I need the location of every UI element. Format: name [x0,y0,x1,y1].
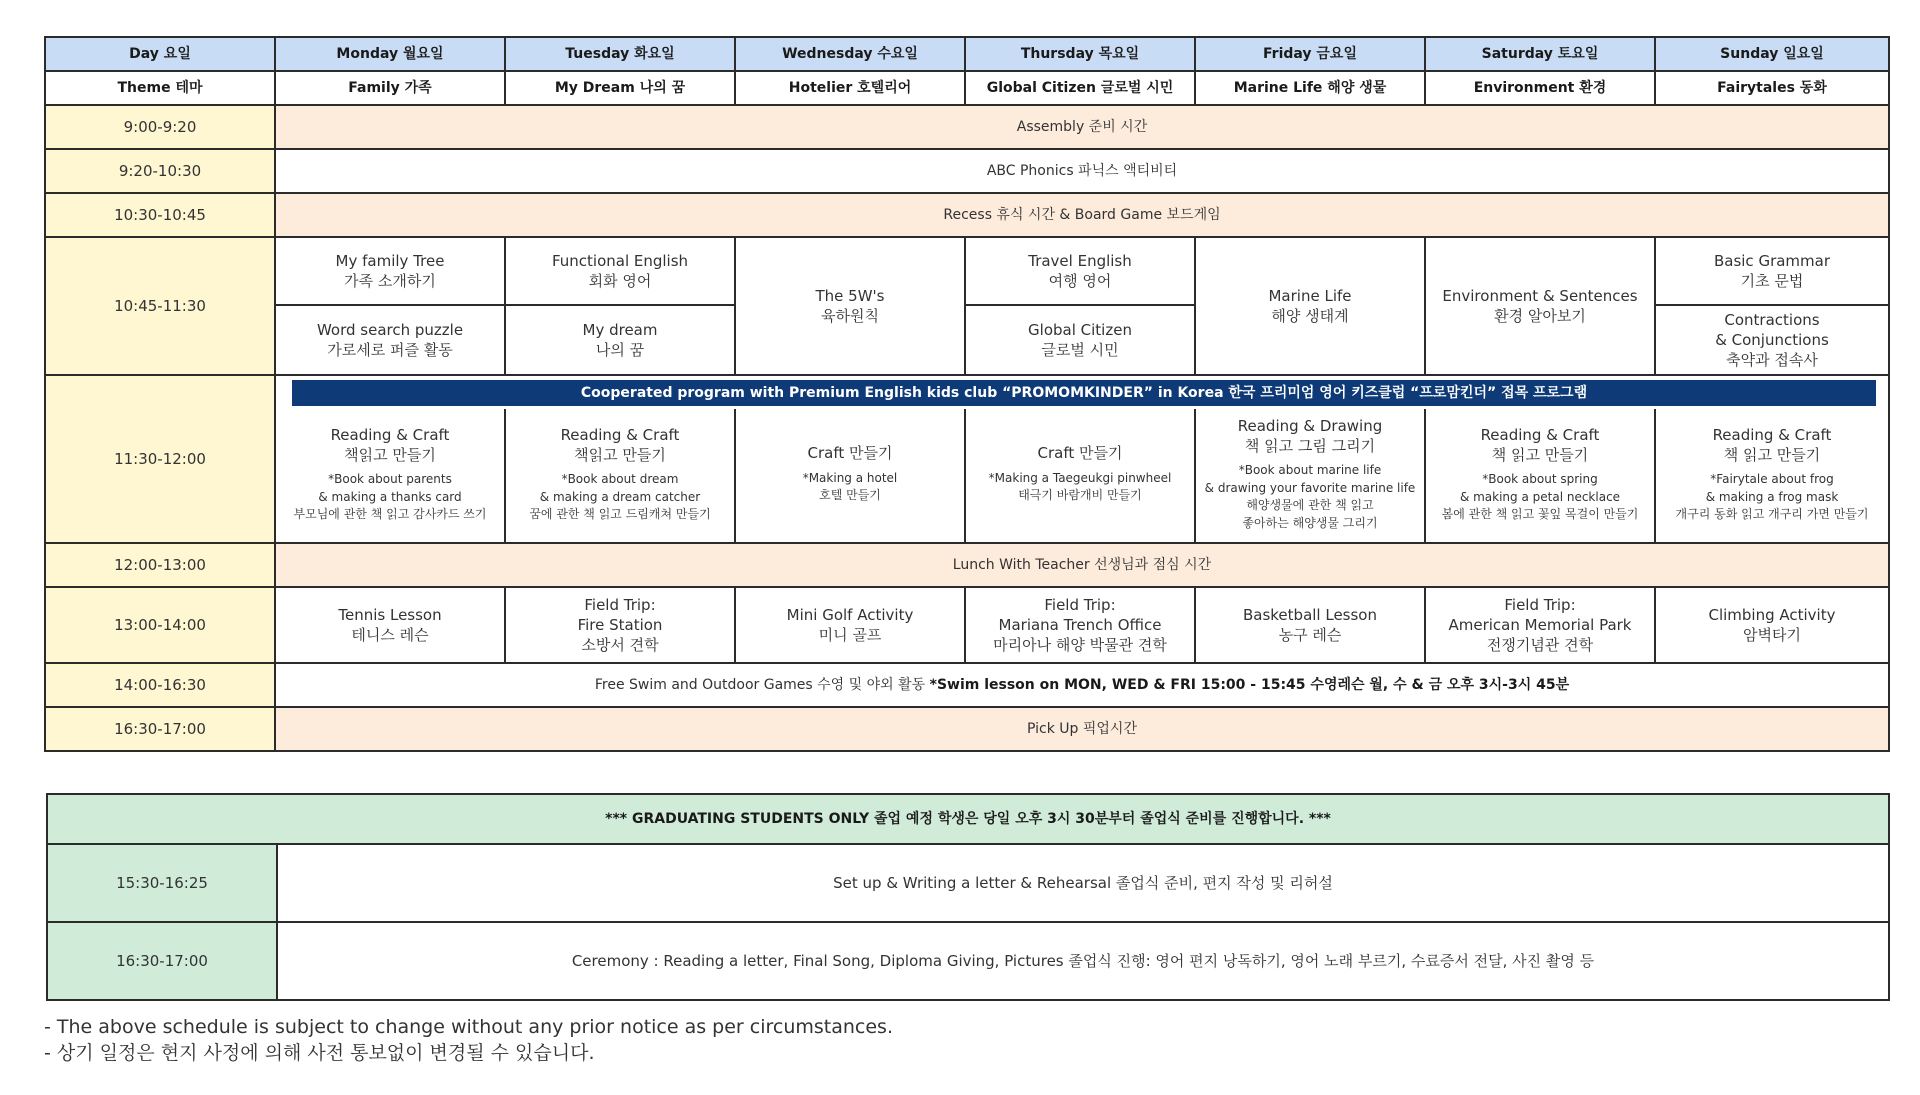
theme-monday: Family 가족 [275,71,505,105]
swim-cell [275,663,1889,707]
activity-line: 미니 골프 [818,626,882,644]
craft-title: Craft 만들기 [1037,444,1123,463]
craft-note: *Making a Taegeukgi pinwheel [988,470,1172,485]
activity-line: 암벽타기 [1743,626,1801,644]
craft-note: 호텔 만들기 [819,488,881,503]
graduation-row [47,844,1889,922]
assembly-row [45,105,1889,149]
disclaimer-notes [44,1014,893,1066]
craft-title: Reading & Craft [330,425,450,444]
disclaimer-korean: - 상기 일정은 현지 사정에 의해 사전 통보없이 변경될 수 있습니다. [44,1042,595,1064]
activity-line: Marine Life [1268,286,1352,305]
activity-line: & Conjunctions [1715,330,1829,349]
day-saturday: Saturday 토요일 [1425,37,1655,71]
recess-cell: Recess 휴식 시간 & Board Game 보드게임 [275,193,1889,237]
time-cell: 10:30-10:45 [45,193,275,237]
craft-title: 책읽고 만들기 [574,445,666,464]
weekly-schedule-table [44,36,1890,752]
time-cell: 11:30-12:00 [45,375,275,543]
theme-friday: Marine Life 해양 생물 [1195,71,1425,105]
craft-note: 개구리 동화 읽고 개구리 가면 만들기 [1675,506,1869,521]
craft-title: 책 읽고 만들기 [1723,445,1821,464]
activity-line: Field Trip: [1504,595,1576,614]
craft-note: 꿈에 관한 책 읽고 드림캐쳐 만들기 [529,506,711,521]
craft-note: & drawing your favorite marine life [1204,480,1416,495]
activity-line: 해양 생태계 [1271,307,1349,325]
activity-line: Functional English [551,251,689,270]
afternoon-cell-monday [275,587,505,663]
day-monday: Monday 월요일 [275,37,505,71]
activity-line: Environment & Sentences [1442,286,1638,305]
activity-line: 농구 레슨 [1278,626,1342,644]
craft-note: & making a dream catcher [539,489,701,504]
craft-cell-thursday [965,409,1195,543]
activity-cell-monday-a [275,237,505,305]
activity-line: Mariana Trench Office [998,615,1162,634]
theme-thursday: Global Citizen 글로벌 시민 [965,71,1195,105]
activity-line: Tennis Lesson [338,605,442,624]
craft-title: Craft 만들기 [807,444,893,463]
activity-line: 육하원칙 [821,307,879,325]
swim-row [45,663,1889,707]
graduation-time: 16:30-17:00 [47,922,277,1000]
craft-title: 책 읽고 그림 그리기 [1244,437,1376,456]
graduation-row [47,922,1889,1000]
craft-note: *Book about dream [561,472,679,487]
craft-title: 책읽고 만들기 [344,445,436,464]
afternoon-cell-saturday [1425,587,1655,663]
craft-note: & making a petal necklace [1459,489,1621,504]
graduation-title-row [47,794,1889,844]
activity-cell-thursday-b [965,305,1195,375]
time-cell: 9:20-10:30 [45,149,275,193]
graduation-table [46,793,1890,1001]
recess-row [45,193,1889,237]
activity-cell-sunday-a [1655,237,1889,305]
activity-cell-friday [1195,237,1425,375]
craft-note: 태극기 바람개비 만들기 [1018,488,1142,503]
craft-note: 부모님에 관한 책 읽고 감사카드 쓰기 [293,506,487,521]
craft-cell-wednesday [735,409,965,543]
banner-cell [275,375,1889,409]
activity-line: 글로벌 시민 [1041,341,1119,359]
craft-title: Reading & Craft [560,425,680,444]
activity-line: 전쟁기념관 견학 [1486,636,1594,655]
banner-row [45,375,1889,409]
craft-cell-monday [275,409,505,543]
activity-line: Basketball Lesson [1242,605,1377,624]
craft-note: & making a thanks card [318,489,462,504]
activity-line: Fire Station [577,615,663,634]
craft-note: *Book about parents [328,472,452,487]
phonics-cell: ABC Phonics 파닉스 액티비티 [275,149,1889,193]
activity-line: 기초 문법 [1740,272,1804,290]
craft-note: & making a frog mask [1705,489,1839,504]
craft-title: 책 읽고 만들기 [1491,445,1589,464]
pickup-cell: Pick Up 픽업시간 [275,707,1889,751]
afternoon-cell-friday [1195,587,1425,663]
activity-line: 가로세로 퍼즐 활동 [327,341,453,359]
day-wednesday: Wednesday 수요일 [735,37,965,71]
lunch-cell: Lunch With Teacher 선생님과 점심 시간 [275,543,1889,587]
activity-cell-sunday-b [1655,305,1889,375]
activity-line: 회화 영어 [588,272,652,290]
activity-cell-saturday [1425,237,1655,375]
day-header-row [45,37,1889,71]
activity-line: Word search puzzle [316,320,464,339]
afternoon-cell-tuesday [505,587,735,663]
afternoon-activity-row [45,587,1889,663]
day-thursday: Thursday 목요일 [965,37,1195,71]
activity-line: 환경 알아보기 [1494,307,1586,325]
pickup-row [45,707,1889,751]
activity-line: American Memorial Park [1448,615,1632,634]
promomkinder-banner: Cooperated program with Premium English kids club “PROMOMKINDER” in Korea 한국 프리미엄 영어 키즈클럽 “프로맘킨더” 접목 프로그램 [292,380,1876,406]
activity-line: Field Trip: [1044,595,1116,614]
activity-line: My dream [582,320,658,339]
activity-line: 나의 꿈 [595,341,645,359]
time-cell: 12:00-13:00 [45,543,275,587]
craft-title: Reading & Craft [1480,425,1600,444]
activity-line: Field Trip: [584,595,656,614]
theme-tuesday: My Dream 나의 꿈 [505,71,735,105]
afternoon-cell-wednesday [735,587,965,663]
lunch-row [45,543,1889,587]
time-cell: 16:30-17:00 [45,707,275,751]
activity-line: Contractions [1724,310,1820,329]
activity-line: Climbing Activity [1708,605,1836,624]
time-cell: 14:00-16:30 [45,663,275,707]
activity-line: 축약과 접속사 [1726,351,1818,370]
craft-note: *Making a hotel [802,470,898,485]
time-cell: 13:00-14:00 [45,587,275,663]
time-cell: 9:00-9:20 [45,105,275,149]
activity-line: My family Tree [335,251,445,270]
day-friday: Friday 금요일 [1195,37,1425,71]
graduation-activity: Ceremony : Reading a letter, Final Song, Diploma Giving, Pictures 졸업식 진행: 영어 편지 낭독하기, 영어 노래 부르기, 수료증서 전달, 사진 촬영 등 [277,922,1889,1000]
graduation-activity: Set up & Writing a letter & Rehearsal 졸업식 준비, 편지 작성 및 리허설 [277,844,1889,922]
activity-line: 마리아나 해양 박물관 견학 [993,636,1167,655]
activity-cell-tuesday-b [505,305,735,375]
craft-row [45,409,1889,543]
day-label: Day 요일 [45,37,275,71]
afternoon-cell-thursday [965,587,1195,663]
craft-note: 봄에 관한 책 읽고 꽃잎 목걸이 만들기 [1441,506,1639,521]
craft-cell-sunday [1655,409,1889,543]
phonics-row [45,149,1889,193]
craft-note: *Book about marine life [1238,463,1382,478]
theme-saturday: Environment 환경 [1425,71,1655,105]
craft-cell-friday [1195,409,1425,543]
day-sunday: Sunday 일요일 [1655,37,1889,71]
activity-line: Basic Grammar [1713,251,1831,270]
theme-wednesday: Hotelier 호텔리어 [735,71,965,105]
time-cell: 10:45-11:30 [45,237,275,375]
activity-cell-monday-b [275,305,505,375]
activity-line: The 5W's [815,286,885,305]
activity-line: 테니스 레슨 [351,626,429,644]
activity-line: 가족 소개하기 [344,272,436,290]
theme-sunday: Fairytales 동화 [1655,71,1889,105]
theme-label: Theme 테마 [45,71,275,105]
graduation-time: 15:30-16:25 [47,844,277,922]
swim-text: Free Swim and Outdoor Games 수영 및 야외 활동 [594,676,926,693]
craft-title: Reading & Craft [1712,425,1832,444]
craft-note: *Fairytale about frog [1710,472,1834,487]
activity-line: 여행 영어 [1048,272,1112,290]
craft-note: *Book about spring [1482,472,1598,487]
craft-note: 해양생물에 관한 책 읽고 [1246,498,1374,513]
swim-lesson-note: *Swim lesson on MON, WED & FRI 15:00 - 15:45 수영레슨 월, 수 & 금 오후 3시-3시 45분 [929,676,1570,693]
day-tuesday: Tuesday 화요일 [505,37,735,71]
assembly-cell: Assembly 준비 시간 [275,105,1889,149]
craft-cell-saturday [1425,409,1655,543]
craft-cell-tuesday [505,409,735,543]
activity-line: Global Citizen [1028,320,1132,339]
theme-row [45,71,1889,105]
activity-line: Mini Golf Activity [786,605,914,624]
craft-note: 좋아하는 해양생물 그리기 [1242,515,1378,530]
activity-line: Travel English [1028,251,1132,270]
activity-row-1045-top [45,237,1889,305]
afternoon-cell-sunday [1655,587,1889,663]
activity-cell-tuesday-a [505,237,735,305]
craft-title: Reading & Drawing [1237,416,1383,435]
disclaimer-english: - The above schedule is subject to change without any prior notice as per circumstances. [44,1016,893,1038]
activity-cell-thursday-a [965,237,1195,305]
activity-line: 소방서 견학 [581,636,659,655]
activity-cell-wednesday [735,237,965,375]
graduation-title: *** GRADUATING STUDENTS ONLY 졸업 예정 학생은 당일 오후 3시 30분부터 졸업식 준비를 진행합니다. *** [47,794,1889,844]
